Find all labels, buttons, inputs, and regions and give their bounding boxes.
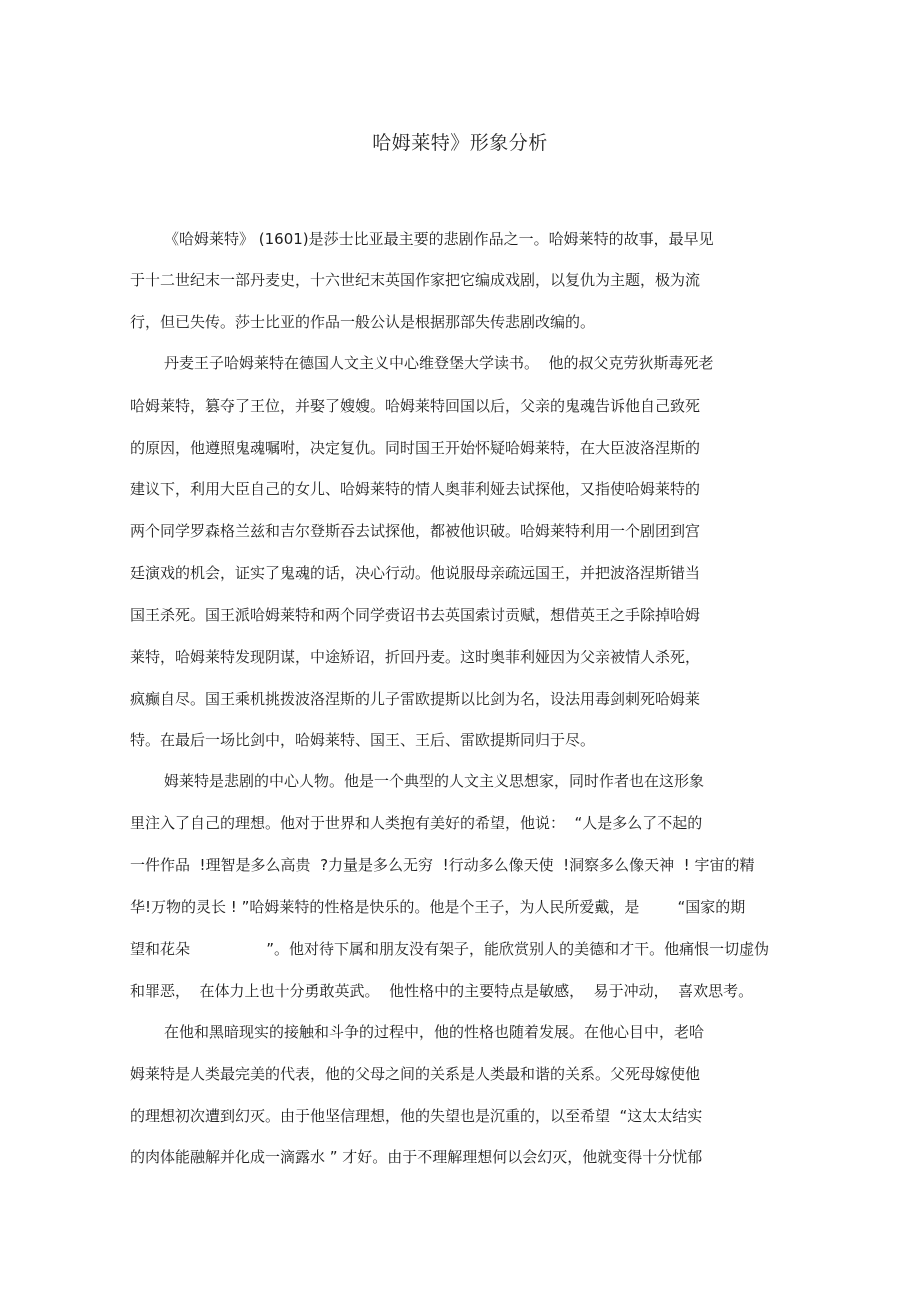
- text-line: 的理想初次遭到幻灭。由于他坚信理想，他的失望也是沉重的，以至希望 “这太太结实: [130, 1107, 703, 1125]
- text-line: 在他和黑暗现实的接触和斗争的过程中，他的性格也随着发展。在他心目中，老哈: [164, 1023, 705, 1041]
- text-line: 华!万物的灵长 ! ”哈姆莱特的性格是快乐的。他是个王子，为人民所爱戴，是 “国家的期: [130, 898, 746, 916]
- text-line: 两个同学罗森格兰兹和吉尔登斯吞去试探他，都被他识破。哈姆莱特利用一个剧团到宫: [130, 522, 701, 540]
- text-line: 里注入了自己的理想。他对于世界和人类抱有美好的希望，他说： “人是多么了不起的: [130, 814, 703, 832]
- text-line: 和罪恶， 在体力上也十分勇敢英武。 他性格中的主要特点是敏感， 易于冲动， 喜欢思考。: [130, 982, 754, 1000]
- text-line: 姆莱特是人类最完美的代表，他的父母之间的关系是人类最和谐的关系。父死母嫁使他: [130, 1065, 701, 1083]
- text-line: 疯癫自尽。国王乘机挑拨波洛涅斯的儿子雷欧提斯以比剑为名，设法用毒剑刺死哈姆莱: [130, 690, 701, 708]
- text-line: 特。在最后一场比剑中，哈姆莱特、国王、王后、雷欧提斯同归于尽。: [130, 731, 596, 749]
- text-line: 的原因，他遵照鬼魂嘱咐，决定复仇。同时国王开始怀疑哈姆莱特，在大臣波洛涅斯的: [130, 439, 701, 457]
- text-line: 哈姆莱特，篡夺了王位，并娶了嫂嫂。哈姆莱特回国以后，父亲的鬼魂告诉他自己致死: [130, 397, 701, 415]
- text-line: 的肉体能融解并化成一滴露水 ” 才好。由于不理解理想何以会幻灭，他就变得十分忧郁: [130, 1148, 703, 1166]
- text-line: 姆莱特是悲剧的中心人物。他是一个典型的人文主义思想家，同时作者也在这形象: [164, 772, 705, 790]
- text-line: 行，但已失传。莎士比亚的作品一般公认是根据那部失传悲剧改编的。: [130, 313, 596, 331]
- text-line: 丹麦王子哈姆莱特在德国人文主义中心维登堡大学读书。 他的叔父克劳狄斯毒死老: [164, 354, 714, 372]
- text-line: 《哈姆莱特》 (1601)是莎士比亚最主要的悲剧作品之一。哈姆莱特的故事，最早见: [164, 230, 714, 248]
- text-line: 国王杀死。国王派哈姆莱特和两个同学赍诏书去英国索讨贡赋，想借英王之手除掉哈姆: [130, 606, 701, 624]
- text-line: 建议下，利用大臣自己的女儿、哈姆莱特的情人奥菲利娅去试探他，又指使哈姆莱特的: [130, 480, 701, 498]
- text-line: 于十二世纪末一部丹麦史，十六世纪末英国作家把它编成戏剧，以复仇为主题，极为流: [130, 271, 701, 289]
- text-line: 廷演戏的机会，证实了鬼魂的话，决心行动。他说服母亲疏远国王，并把波洛涅斯错当: [130, 564, 701, 582]
- text-line: 莱特，哈姆莱特发现阴谋，中途矫诏，折回丹麦。这时奥菲利娅因为父亲被情人杀死，: [130, 648, 701, 666]
- text-line: 望和花朵 ”。他对待下属和朋友没有架子，能欣赏别人的美德和才干。他痛恨一切虚伪: [130, 940, 770, 958]
- text-line: 一件作品 !理智是多么高贵 ?力量是多么无穷 !行动多么像天使 !洞察多么像天神 ! 宇宙的精: [130, 856, 755, 874]
- document-title: 哈姆莱特》形象分析: [372, 132, 548, 154]
